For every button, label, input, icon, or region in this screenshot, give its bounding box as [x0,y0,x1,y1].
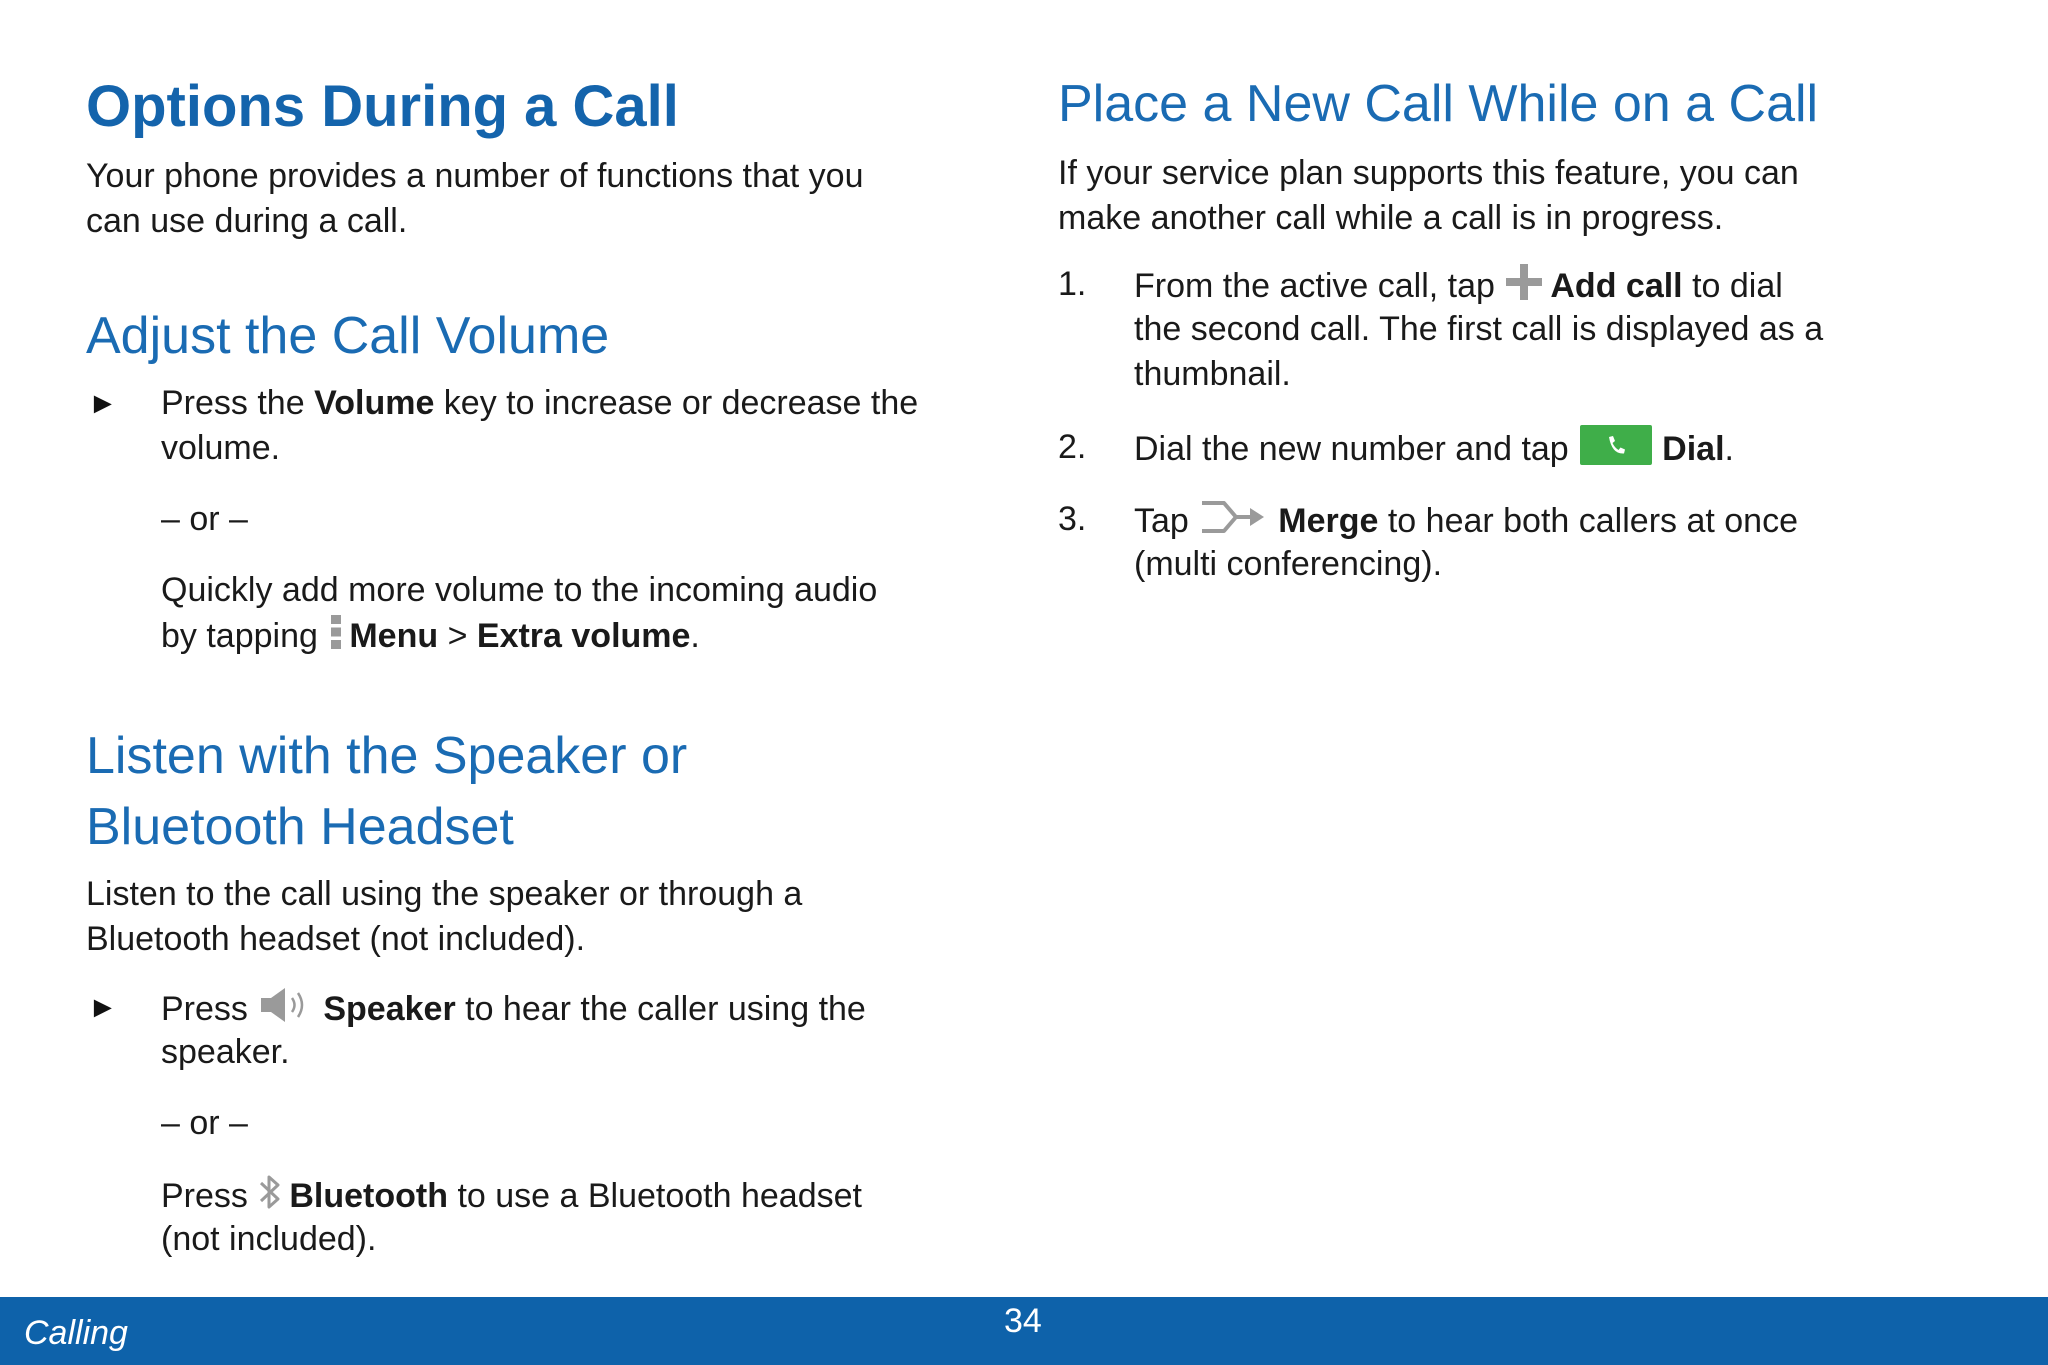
bluetooth-line-1: Press Bluetooth to use a Bluetooth headset [161,1172,862,1225]
new-call-intro-line-1: If your service plan supports this feature, you can [1058,154,1799,192]
step-2-line-1: Dial the new number and tap Dial. [1134,425,1734,478]
step-3-line-1: Tap Merge to hear both callers at once [1134,497,1798,550]
dial-phone-icon [1580,425,1652,478]
bullet-arrow: ► [88,387,118,420]
volume-line-1: Press the Volume key to increase or decrease the [161,384,919,422]
speaker-line-2: speaker. [161,1033,290,1071]
volume-line-2: volume. [161,429,281,467]
menu-dots-icon [329,613,343,664]
step-3-line-2: (multi conferencing). [1134,545,1443,583]
bullet-arrow: ► [88,991,118,1024]
page-number: 34 [1004,1302,1042,1340]
dial-label: Dial [1662,430,1725,469]
intro-line-2: can use during a call. [86,202,408,240]
or-separator: – or – [161,1104,248,1142]
step-number: 3. [1058,500,1087,538]
page-title: Options During a Call [86,74,679,139]
listen-intro-line-1: Listen to the call using the speaker or through a [86,875,803,913]
speaker-label: Speaker [323,990,456,1029]
footer-bar [0,1297,2048,1365]
bluetooth-label: Bluetooth [289,1177,448,1216]
step-1-line-2: the second call. The first call is displayed as a [1134,310,1824,348]
extra-volume-label: Extra volume [476,617,691,656]
step-1-line-1: From the active call, tap Add call to dial [1134,262,1783,315]
speaker-line-1: Press Speaker to hear the caller using the [161,985,866,1038]
or-separator: – or – [161,500,248,538]
step-1-line-3: thumbnail. [1134,355,1291,393]
heading-speaker-line-2: Bluetooth Headset [86,798,514,856]
intro-line-1: Your phone provides a number of functions that you [86,157,864,195]
extra-volume-line-2: by tapping Menu > Extra volume. [161,613,700,664]
heading-speaker-line-1: Listen with the Speaker or [86,727,688,785]
add-call-label: Add call [1550,267,1683,306]
step-number: 2. [1058,428,1087,466]
merge-label: Merge [1278,502,1379,541]
listen-intro-line-2: Bluetooth headset (not included). [86,920,586,958]
new-call-intro-line-2: make another call while a call is in progress. [1058,199,1724,237]
step-number: 1. [1058,265,1087,303]
heading-adjust-volume: Adjust the Call Volume [86,307,610,365]
volume-key-label: Volume [314,384,435,422]
heading-new-call: Place a New Call While on a Call [1058,75,1819,133]
footer-section-name: Calling [24,1314,128,1352]
menu-label: Menu [349,617,439,656]
bluetooth-line-2: (not included). [161,1220,377,1258]
extra-volume-line-1: Quickly add more volume to the incoming audio [161,571,878,609]
